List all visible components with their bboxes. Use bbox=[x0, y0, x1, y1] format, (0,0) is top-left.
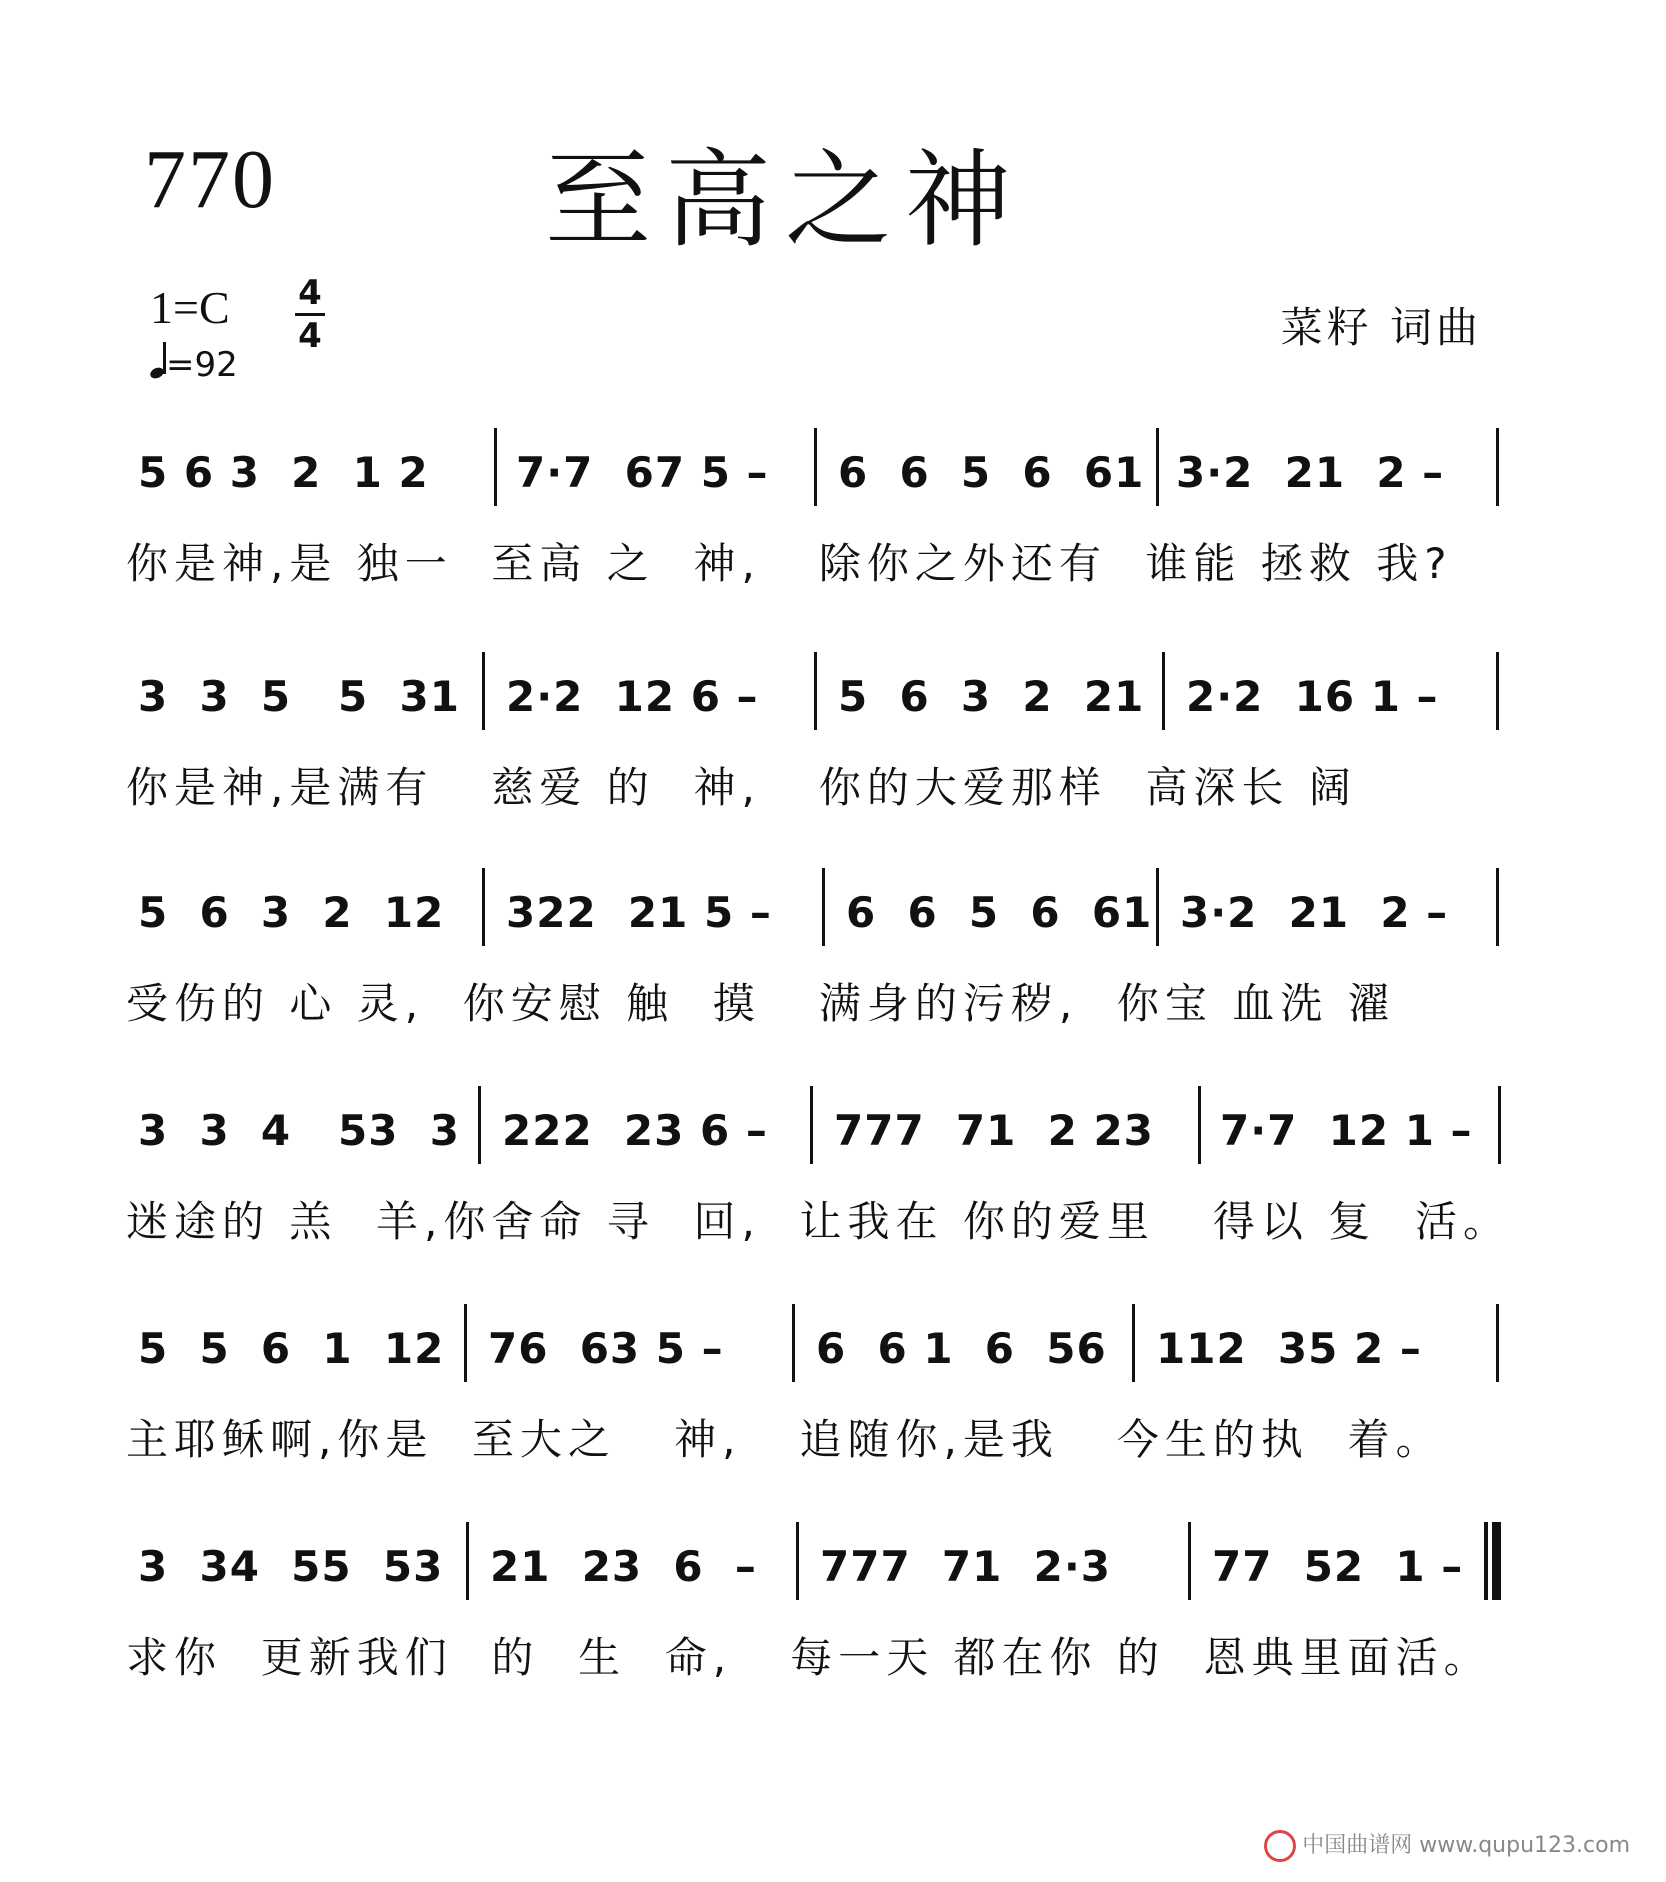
measure: 3 34 55 53 bbox=[138, 1541, 444, 1591]
measure: 112 35 2 – bbox=[1156, 1323, 1422, 1373]
score-line-1 bbox=[126, 440, 1506, 594]
notes-row bbox=[126, 1316, 1506, 1380]
measure: 5 6 3 2 1 2 bbox=[138, 447, 429, 497]
measure: 2·2 12 6 – bbox=[506, 671, 759, 721]
score-line-5 bbox=[126, 1316, 1506, 1470]
song-number: 770 bbox=[144, 133, 276, 226]
lyrics-row: 主耶稣啊,你是 至大之 神, 追随你,是我 今生的执 着。 bbox=[126, 1415, 1444, 1464]
measure: 777 71 2·3 bbox=[820, 1541, 1112, 1591]
measure: 5 5 6 1 12 bbox=[138, 1323, 445, 1373]
quarter-note-icon bbox=[150, 342, 166, 378]
site-logo-icon bbox=[1264, 1830, 1296, 1862]
measure: 7·7 12 1 – bbox=[1220, 1105, 1473, 1155]
author-credit: 菜籽 词曲 bbox=[1280, 303, 1482, 352]
measure: 77 52 1 – bbox=[1212, 1541, 1464, 1591]
lyrics-row: 你是神,是 独一 至高 之 神, 除你之外还有 谁能 拯救 我? bbox=[126, 539, 1453, 588]
tempo-value: =92 bbox=[166, 345, 238, 385]
measure: 3 3 4 53 3 bbox=[138, 1105, 460, 1155]
time-signature-top: 4 bbox=[298, 273, 322, 313]
watermark-credit bbox=[1264, 1828, 1630, 1862]
measure: 21 23 6 – bbox=[490, 1541, 757, 1591]
song-title: 至高之神 bbox=[545, 139, 1025, 262]
measure: 6 6 1 6 56 bbox=[816, 1323, 1107, 1373]
lyrics-row: 迷途的 羔 羊,你舍命 寻 回, 让我在 你的爱里 得以 复 活。 bbox=[126, 1197, 1511, 1246]
measure: 222 23 6 – bbox=[502, 1105, 768, 1155]
measure: 777 71 2 23 bbox=[834, 1105, 1154, 1155]
lyrics-row: 受伤的 心 灵, 你安慰 触 摸 满身的污秽, 你宝 血洗 濯 bbox=[126, 979, 1396, 1028]
score-line-2 bbox=[126, 664, 1506, 818]
notes-row bbox=[126, 1098, 1506, 1162]
notes-row bbox=[126, 440, 1506, 504]
notes-row bbox=[126, 1534, 1506, 1598]
measure: 76 63 5 – bbox=[488, 1323, 724, 1373]
measure: 2·2 16 1 – bbox=[1186, 671, 1439, 721]
notes-row bbox=[126, 664, 1506, 728]
time-signature bbox=[293, 273, 327, 356]
watermark-text: 中国曲谱网 www.qupu123.com bbox=[1302, 1833, 1630, 1858]
lyrics-row: 求你 更新我们 的 生 命, 每一天 都在你 的 恩典里面活。 bbox=[126, 1633, 1492, 1682]
measure: 7·7 67 5 – bbox=[516, 447, 769, 497]
time-signature-bottom: 4 bbox=[298, 316, 322, 356]
tempo-marking bbox=[150, 342, 238, 385]
notes-row bbox=[126, 880, 1506, 944]
score-line-6 bbox=[126, 1534, 1506, 1688]
measure: 6 6 5 6 61 bbox=[838, 447, 1145, 497]
measure: 3·2 21 2 – bbox=[1180, 887, 1449, 937]
score-line-4 bbox=[126, 1098, 1511, 1252]
measure: 322 21 5 – bbox=[506, 887, 772, 937]
measure: 5 6 3 2 21 bbox=[838, 671, 1145, 721]
score-line-3 bbox=[126, 880, 1506, 1034]
measure: 5 6 3 2 12 bbox=[138, 887, 445, 937]
lyrics-row: 你是神,是满有 慈爱 的 神, 你的大爱那样 高深长 阔 bbox=[126, 763, 1357, 812]
key-signature: 1=C bbox=[150, 282, 230, 333]
measure: 3 3 5 5 31 bbox=[138, 671, 460, 721]
measure: 3·2 21 2 – bbox=[1176, 447, 1445, 497]
measure: 6 6 5 6 61 bbox=[846, 887, 1153, 937]
